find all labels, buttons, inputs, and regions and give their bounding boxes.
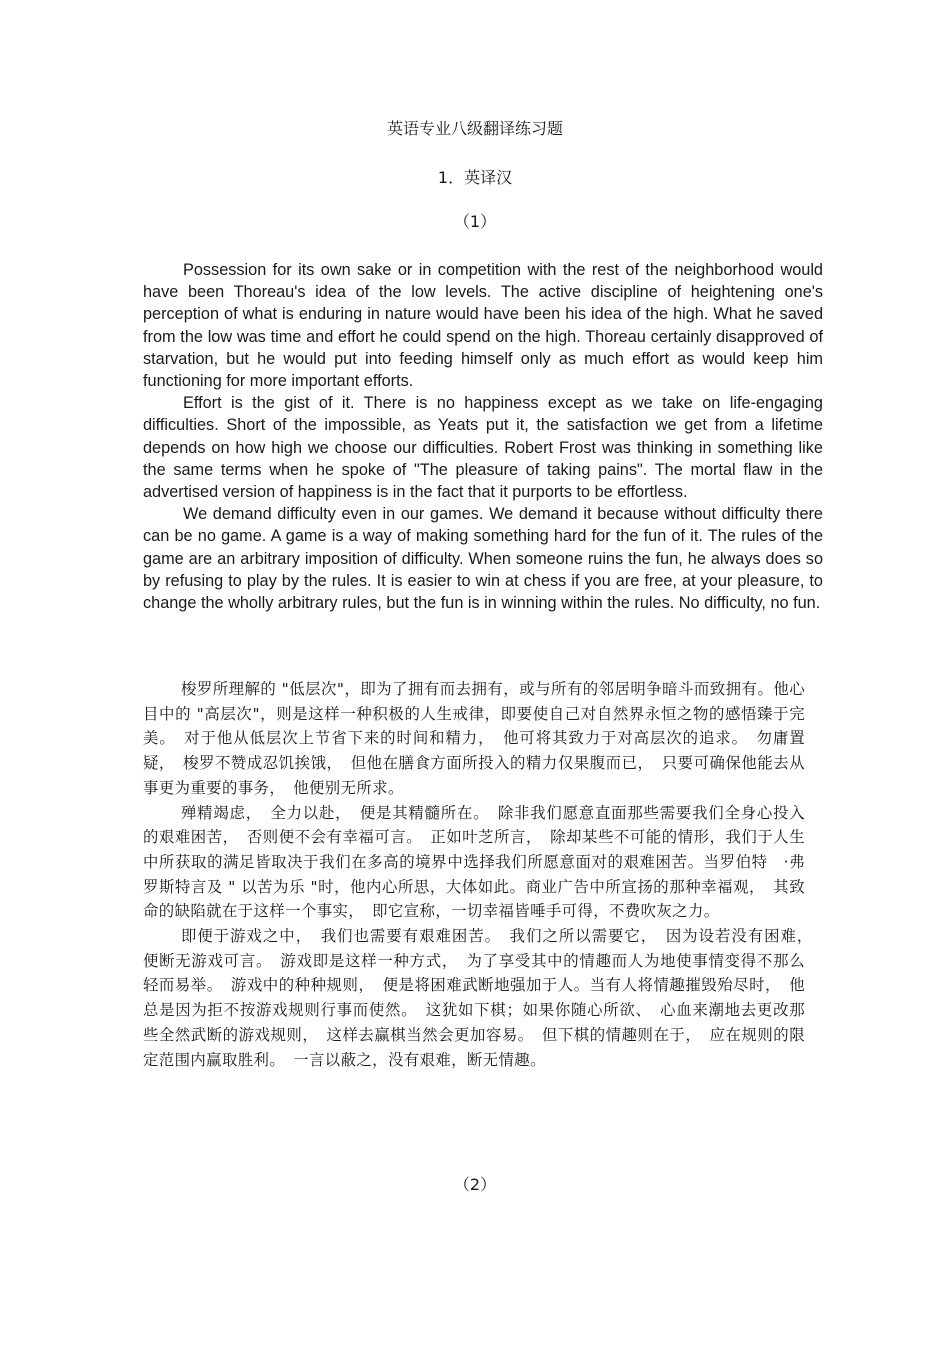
chinese-paragraph: 梭罗所理解的 "低层次"，即为了拥有而去拥有，或与所有的邻居明争暗斗而致拥有。他心目中的 "高层次"，则是这样一种积极的人生戒律，即要使自己对自然界永恒之物的感悟臻于完美。 对于他从低层次上节省下来的时间和精力， 他可将其致力于对高层次的追求。 勿庸置疑， 梭罗不赞成忍饥挨饿， 但他在膳食方面所投入的精力仅果腹而已， 只要可确保他能去从事更为重要的事务， 他便别无所求。 (143, 680, 805, 797)
chinese-translation-text (143, 677, 821, 1072)
section-heading: 1．英译汉 (437, 168, 513, 187)
part-label-2: （2） (453, 1175, 497, 1194)
english-paragraph: We demand difficulty even in our games. We demand it because without difficulty there can be no game. A game is a way of making something hard for the fun of it. The rules of the game are an arbitrary imposition of difficulty. When someone ruins the fun, he always does so by refusing to play by the rules. It is easier to win at chess if you are free, at your pleasure, to change the wholly arbitrary rules, but the fun is in winning within the rules. No difficulty, no fun. (143, 505, 823, 613)
chinese-paragraph: 即便于游戏之中， 我们也需要有艰难困苦。 我们之所以需要它， 因为设若没有困难， 便断无游戏可言。 游戏即是这样一种方式， 为了享受其中的情趣而人为地使事情变得不那么轻而易举。 游戏中的种种规则， 便是将困难武断地强加于人。当有人将情趣摧毁殆尽时， 他总是因为拒不按游戏规则行事而使然。 这犹如下棋；如果你随心所欲、 心血来潮地去更改那些全然武断的游戏规则， 这样去赢棋当然会更加容易。 但下棋的情趣则在于， 应在规则的限定范围内赢取胜利。 一言以蔽之，没有艰难，断无情趣。 (143, 927, 821, 1069)
chinese-paragraph: 殚精竭虑， 全力以赴， 便是其精髓所在。 除非我们愿意直面那些需要我们全身心投入的艰难困苦， 否则便不会有幸福可言。 正如叶芝所言， 除却某些不可能的情形，我们于人生中所获取的满足皆取决于我们在多高的境界中选择我们所愿意面对的艰难困苦。当罗伯特 ·弗罗斯特言及 " 以苦为乐 "时，他内心所思，大体如此。商业广告中所宣扬的那种幸福观， 其致命的缺陷就在于这样一个事实， 即它宣称，一切幸福皆唾手可得，不费吹灰之力。 (143, 803, 805, 921)
english-paragraph: Possession for its own sake or in competition with the rest of the neighborhood would have been Thoreau's idea of the low levels. The active discipline of heightening one's perception of what is enduring in nature would have been his idea of the high. What he saved from the low was time and effort he could spend on the high. Thoreau certainly disapproved of starvation, but he would put into feeding himself only as much effort as would keep him functioning for more important efforts. (143, 261, 823, 391)
english-source-text (143, 259, 823, 614)
part-label-1: （1） (453, 212, 497, 231)
english-paragraph: Effort is the gist of it. There is no happiness except as we take on life-engaging difficulties. Short of the impossible, as Yeats put it, the satisfaction we get from a lifetime depends on how high we choose our difficulties. Robert Frost was thinking in something like the same terms when he spoke of "The pleasure of taking pains". The mortal flaw in the advertised version of happiness is in the fact that it purports to be effortless. (143, 394, 823, 502)
document-title: 英语专业八级翻译练习题 (386, 119, 563, 138)
